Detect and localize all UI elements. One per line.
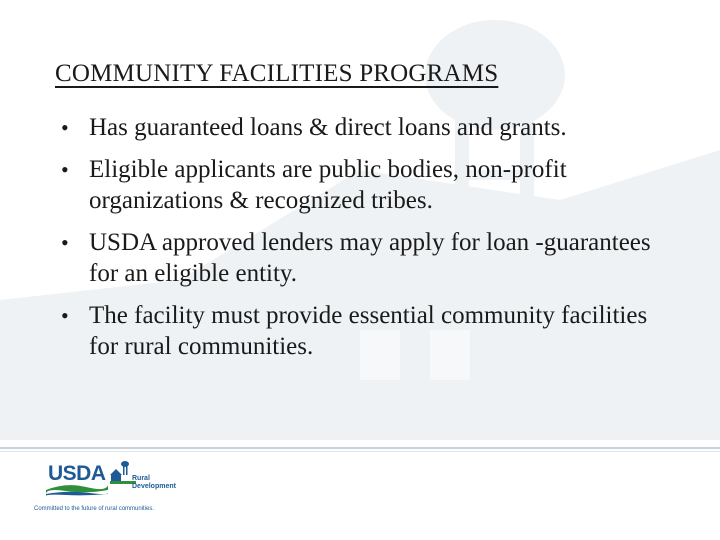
bullet-text: USDA approved lenders may apply for loan -guarantees for an eligible entity. <box>89 229 651 287</box>
usda-swoosh-icon <box>46 482 108 496</box>
list-item <box>55 227 675 289</box>
bullet-marker: • <box>61 303 69 328</box>
footer-divider-thin <box>0 451 720 452</box>
bullet-marker: • <box>61 115 69 140</box>
bullet-text: Eligible applicants are public bodies, non-profit organizations & recognized tribes. <box>89 156 567 214</box>
bullet-marker: • <box>61 157 69 182</box>
agency-name-line2: Development <box>132 483 176 490</box>
agency-name-line1: Rural <box>132 475 150 482</box>
bullet-text: The facility must provide essential community facilities for rural communities. <box>89 302 648 360</box>
list-item <box>55 300 675 362</box>
bullet-list <box>55 112 675 373</box>
agency-name <box>132 475 176 491</box>
usda-logo-text: USDA <box>48 462 106 485</box>
footer-divider <box>0 447 720 449</box>
footer-tagline: Committed to the future of rural communities. <box>34 506 155 512</box>
usda-rural-development-logo <box>30 458 210 518</box>
slide-title: COMMUNITY FACILITIES PROGRAMS <box>55 60 499 87</box>
list-item <box>55 112 675 143</box>
bullet-text: Has guaranteed loans & direct loans and grants. <box>89 114 567 141</box>
list-item <box>55 154 675 216</box>
bullet-marker: • <box>61 230 69 255</box>
